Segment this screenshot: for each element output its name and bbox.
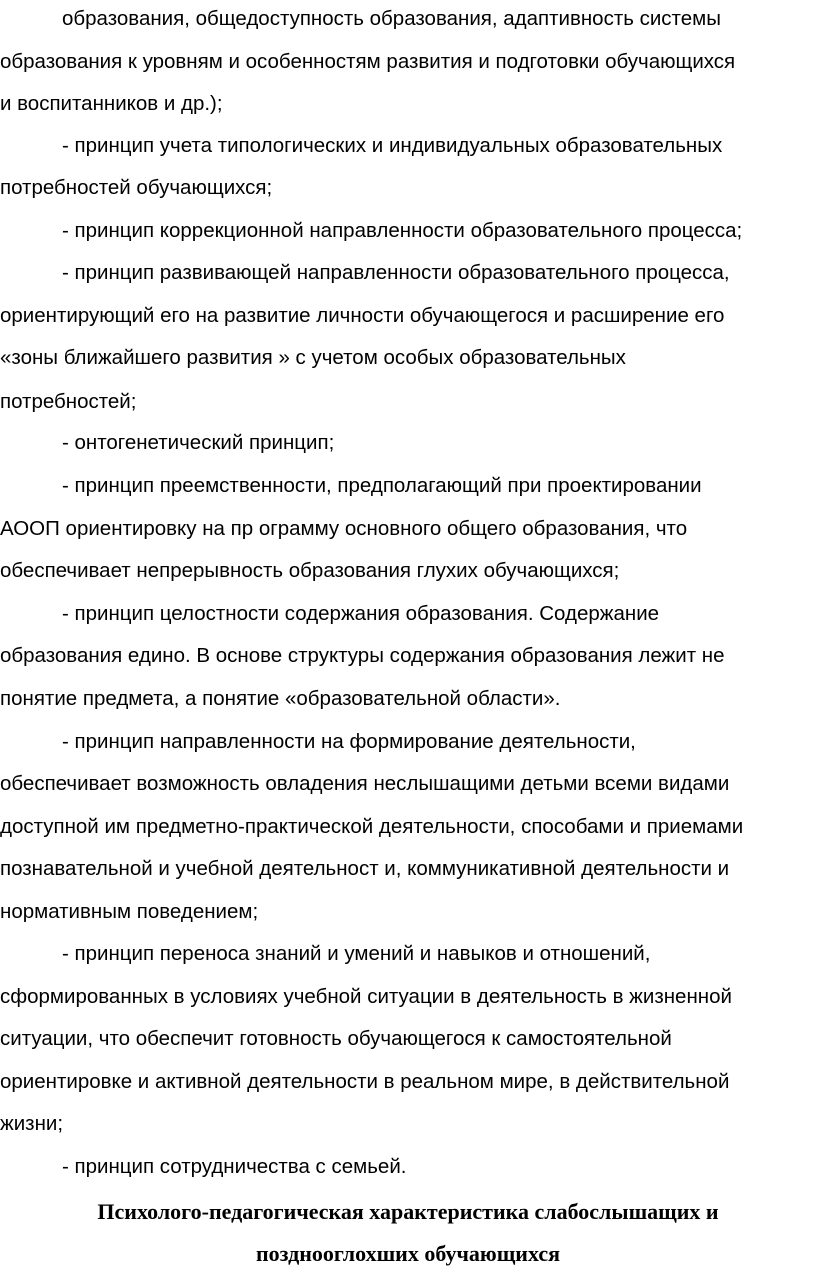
- text-line: понятие предмета, а понятие «образовательной области».: [0, 687, 561, 710]
- text-line: - принцип переноса знаний и умений и навыков и отношений,: [62, 942, 651, 965]
- text-line: обеспечивает возможность овладения неслышащими детьми всеми видами: [0, 772, 730, 795]
- text-line: ориентировке и активной деятельности в реальном мире, в действительной: [0, 1070, 730, 1093]
- text-line: образования едино. В основе структуры содержания образования лежит не: [0, 644, 725, 667]
- text-line: - принцип сотрудничества с семьей.: [62, 1155, 407, 1178]
- text-line: и воспитанников и др.);: [0, 92, 223, 115]
- text-line: потребностей обучающихся;: [0, 176, 273, 199]
- text-line: - принцип коррекционной направленности образовательного процесса;: [62, 219, 743, 242]
- text-line: - онтогенетический принцип;: [62, 431, 335, 454]
- text-line: - принцип учета типологических и индивидуальных образовательных: [62, 134, 723, 157]
- text-line: - принцип целостности содержания образования. Содержание: [62, 602, 660, 625]
- text-line: потребностей;: [0, 390, 137, 413]
- text-line: обеспечивает непрерывность образования глухих обучающихся;: [0, 559, 620, 582]
- section-heading-line: Психолого-педагогическая характеристика слабослышащих и: [97, 1199, 719, 1224]
- text-line: - принцип развивающей направленности образовательного процесса,: [62, 261, 730, 284]
- text-line: образования к уровням и особенностям развития и подготовки обучающихся: [0, 50, 736, 73]
- text-line: нормативным поведением;: [0, 900, 259, 923]
- text-line: ориентирующий его на развитие личности обучающегося и расширение его: [0, 304, 725, 327]
- text-line: доступной им предметно-практической деятельности, способами и приемами: [0, 815, 744, 838]
- text-line: - принцип преемственности, предполагающий при проектировании: [62, 474, 702, 497]
- section-heading-line: позднооглохших обучающихся: [255, 1241, 560, 1266]
- text-line: образования, общедоступность образования, адаптивность системы: [62, 7, 721, 30]
- text-line: - принцип направленности на формирование деятельности,: [62, 730, 636, 753]
- text-line: АООП ориентировку на пр ограмму основного общего образования, что: [0, 517, 688, 540]
- text-line: жизни;: [0, 1112, 64, 1135]
- text-line: ситуации, что обеспечит готовность обучающегося к самостоятельной: [0, 1027, 672, 1050]
- text-line: сформированных в условиях учебной ситуации в деятельность в жизненной: [0, 985, 732, 1008]
- text-line: познавательной и учебной деятельност и, коммуникативной деятельности и: [0, 857, 730, 880]
- text-line: «зоны ближайшего развития » с учетом особых образовательных: [0, 346, 626, 369]
